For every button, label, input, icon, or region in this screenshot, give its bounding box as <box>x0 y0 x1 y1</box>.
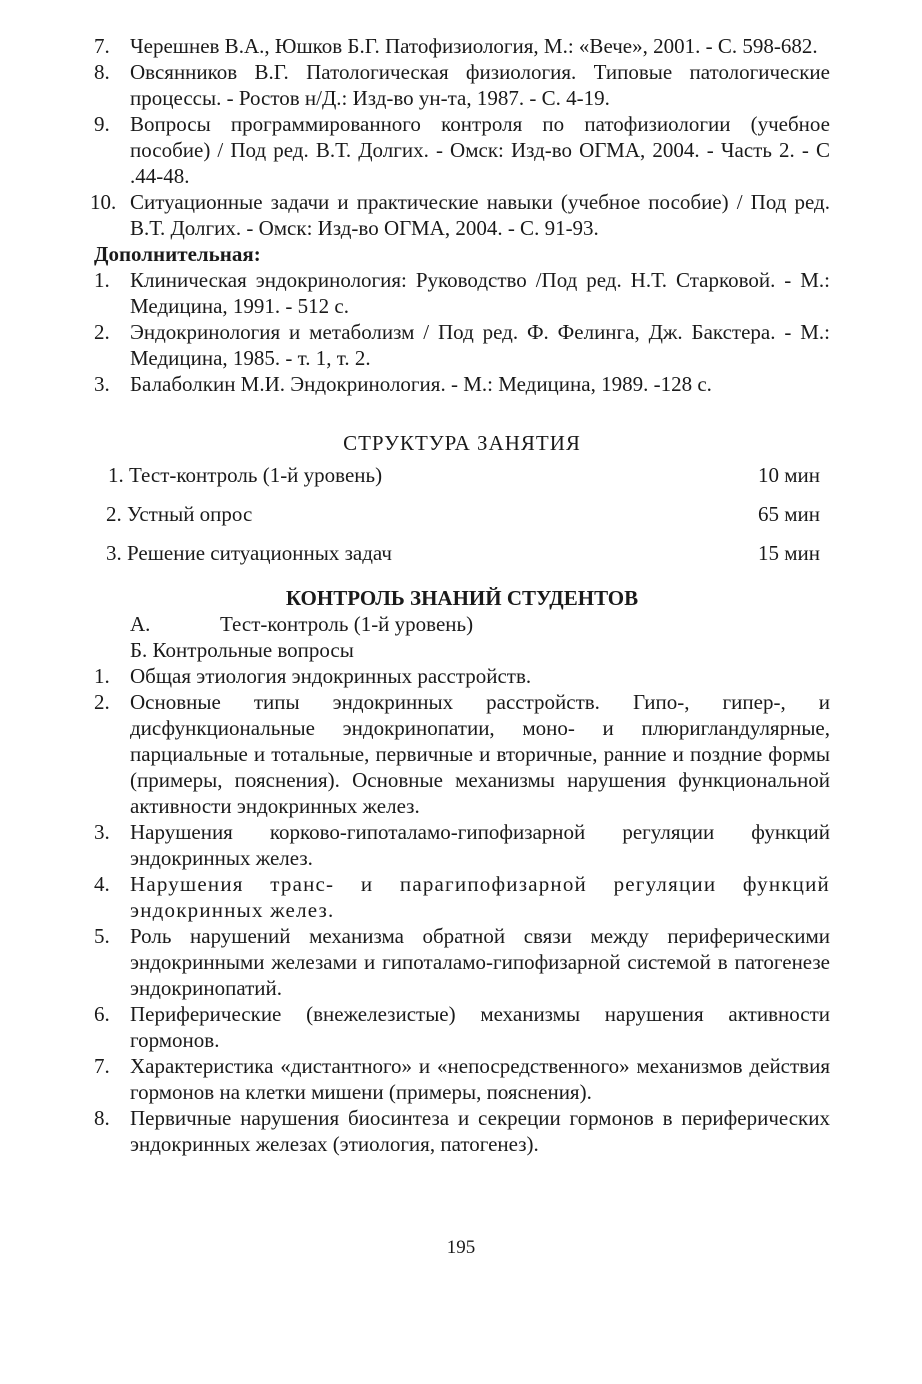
reference-text: Вопросы программированного контроля по патофизиологии (учебное пособие) / Под ред. В.Т. Долгих. - Омск: Изд-во ОГМА, 2004. - Часть 2. - С .44-48. <box>130 112 830 188</box>
reference-item <box>94 371 830 397</box>
reference-text: Черешнев В.А., Юшков Б.Г. Патофизиология, М.: «Вече», 2001. - С. 598-682. <box>130 34 818 58</box>
subsection-a-text: Тест-контроль (1-й уровень) <box>220 612 474 636</box>
question-item <box>94 1105 830 1157</box>
reference-number: 3. <box>94 372 110 396</box>
question-number: 1. <box>94 664 110 688</box>
question-number: 4. <box>94 872 110 896</box>
reference-item <box>94 319 830 371</box>
structure-row <box>94 534 830 573</box>
reference-text: Балаболкин М.И. Эндокринология. - М.: Медицина, 1989. -128 с. <box>130 372 712 396</box>
additional-heading: Дополнительная: <box>94 242 261 266</box>
structure-row <box>94 456 830 495</box>
reference-number: 8. <box>94 60 110 84</box>
reference-item <box>94 33 830 59</box>
reference-text: Овсянников В.Г. Патологическая физиология. Типовые патологические процессы. - Ростов н/Д.: Изд-во ун-та, 1987. - С. 4-19. <box>130 60 830 110</box>
question-item <box>94 871 830 923</box>
question-number: 3. <box>94 820 110 844</box>
question-text: Характеристика «дистантного» и «непосредственного» механизмов действия гормонов на клетки мишени (примеры, пояснения). <box>130 1054 830 1104</box>
question-number: 2. <box>94 690 110 714</box>
question-item <box>94 689 830 819</box>
page-content <box>90 33 830 1157</box>
question-text: Общая этиология эндокринных расстройств. <box>130 664 532 688</box>
question-text: Основные типы эндокринных расстройств. Гипо-, гипер-, и дисфункциональные эндокринопатии, моно- и плюригландулярные, парциальные и тотальные, первичные и вторичные, ранние и поздние формы (примеры, пояснения). Основные механизмы нарушения функциональной активности эндокринных желез. <box>130 690 830 818</box>
reference-item <box>94 59 830 111</box>
question-number: 8. <box>94 1106 110 1130</box>
question-text: Роль нарушений механизма обратной связи между периферическими эндокринными железами и гипоталамо-гипофизарной системой в патогенезе эндокринопатий. <box>130 924 830 1000</box>
subsection-a <box>94 611 830 637</box>
question-item <box>94 819 830 871</box>
structure-label: 3. Решение ситуационных задач <box>106 541 392 565</box>
question-text: Периферические (внежелезистые) механизмы нарушения активности гормонов. <box>130 1002 830 1052</box>
question-text: Первичные нарушения биосинтеза и секреции гормонов в периферических эндокринных железах (этиология, патогенез). <box>130 1106 830 1156</box>
reference-number: 10. <box>90 190 117 214</box>
structure-title: СТРУКТУРА ЗАНЯТИЯ <box>343 431 581 455</box>
subsection-b: Б. Контрольные вопросы <box>130 638 354 662</box>
reference-number: 2. <box>94 320 110 344</box>
reference-text: Эндокринология и метаболизм / Под ред. Ф. Фелинга, Дж. Бакстера. - М.: Медицина, 1985. - т. 1, т. 2. <box>130 320 830 370</box>
structure-label: 2. Устный опрос <box>106 502 253 526</box>
page-number: 195 <box>446 1237 476 1258</box>
reference-number: 9. <box>94 112 110 136</box>
structure-time: 10 мин <box>757 463 820 487</box>
reference-number: 1. <box>94 268 110 292</box>
question-number: 6. <box>94 1002 110 1026</box>
question-number: 7. <box>94 1054 110 1078</box>
structure-label: 1. Тест-контроль (1-й уровень) <box>108 463 383 487</box>
subsection-a-letter: А. <box>130 612 151 636</box>
structure-time: 65 мин <box>757 502 820 526</box>
question-item <box>94 663 830 689</box>
control-title: КОНТРОЛЬ ЗНАНИЙ СТУДЕНТОВ <box>285 586 639 610</box>
question-item <box>94 1001 830 1053</box>
reference-number: 7. <box>94 34 110 58</box>
question-text: Нарушения корково-гипоталамо-гипофизарной регуляции функций эндокринных желез. <box>130 820 830 870</box>
reference-text: Клиническая эндокринология: Руководство /Под ред. Н.Т. Старковой. - М.: Медицина, 1991. - 512 с. <box>130 268 830 318</box>
question-item <box>94 923 830 1001</box>
question-text: Нарушения транс- и парагипофизарной регуляции функций эндокринных желез. <box>130 872 830 922</box>
reference-item <box>94 267 830 319</box>
question-item <box>94 1053 830 1105</box>
reference-text: Ситуационные задачи и практические навыки (учебное пособие) / Под ред. В.Т. Долгих. - Омск: Изд-во ОГМА, 2004. - С. 91-93. <box>130 190 830 240</box>
question-number: 5. <box>94 924 110 948</box>
reference-item <box>90 189 830 241</box>
reference-item <box>94 111 830 189</box>
structure-time: 15 мин <box>757 541 820 565</box>
structure-row <box>94 495 830 534</box>
